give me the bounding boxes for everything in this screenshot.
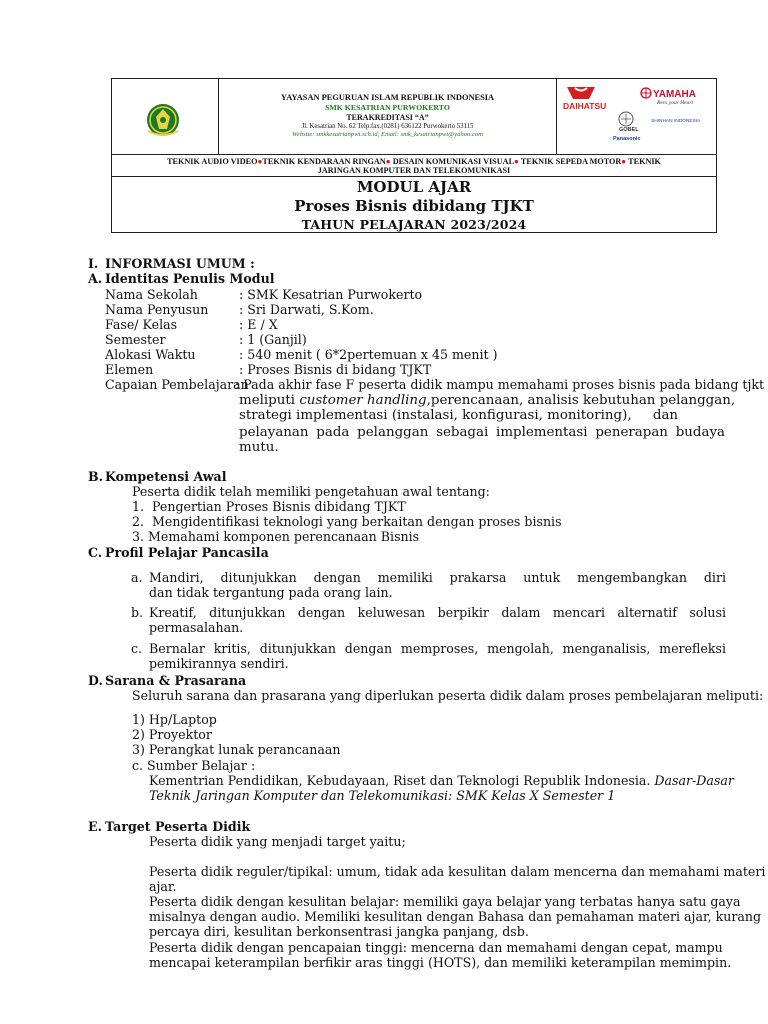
capaian-text: meliputi customer handling,perencanaan, analisis kebutuhan pelanggan, [239,393,736,408]
paragraph: ajar. [149,879,177,894]
list-item: pemikirannya sendiri. [149,656,289,671]
section-number: I. [88,256,99,271]
module-title-block [112,177,716,234]
list-item: 3. Memahami komponen perencanaan Bisnis [132,529,420,544]
sponsor-daihatsu: DAIHATSU [563,101,607,111]
subsection-number: C. [88,545,103,560]
list-item: 1) Hp/Laptop [132,712,217,727]
letterhead [111,78,717,233]
list-item: 2) Proyektor [132,727,212,742]
list-item: Bernalar kritis, ditunjukkan dengan memproses, mengolah, menganalisis, merefleksi [149,641,726,656]
reference-text: Kementrian Pendidikan, Kebudayaan, Riset dan Teknologi Republik Indonesia. Dasar-Dasar [149,773,734,788]
paragraph: misalnya dengan audio. Memiliki kesulitan dengan Bahasa dan pemahaman materi ajar, kurang [149,909,762,924]
list-marker: c. [131,641,143,656]
list-item: permasalahan. [149,620,244,635]
paragraph: Peserta didik reguler/tipikal: umum, tidak ada kesulitan dalam mencerna dan memahami materi [149,864,766,879]
capaian-text: strategi implementasi (instalasi, konfigurasi, monitoring), dan [239,408,679,423]
capaian-text: pelayanan pada pelanggan sebagai implementasi penerapan budaya [239,425,725,440]
subsection-heading: Kompetensi Awal [105,469,227,484]
sponsor-yamaha-tagline: Revs your Heart [657,100,694,106]
list-item: 3) Perangkat lunak perancanaan [132,742,341,757]
program-item: TEKNIK KENDARAAN RINGAN [262,157,386,166]
school-logo-cell [112,79,219,155]
school-address: Jl. Kesatrian No. 62 Telp.fax.(0281) 636122 Purwokerto 53115 [301,123,474,130]
subsection-number: D. [88,673,103,688]
identity-value: : E / X [239,317,278,332]
program-item: DESAIN KOMUNIKASI VISUAL [392,157,515,166]
list-item: Kreatif, ditunjukkan dengan keluwesan berpikir dalam mencari alternatif solusi [149,605,726,620]
section-heading: INFORMASI UMUM : [105,256,255,271]
school-name: SMK KESATRIAN PURWOKERTO [325,103,450,112]
list-item: c. Sumber Belajar : [132,758,256,773]
identity-value: : 1 (Ganjil) [239,332,307,347]
sponsor-logos [557,79,718,155]
paragraph: Peserta didik dengan kesulitan belajar: memiliki gaya belajar yang terbatas hanya satu gaya [149,894,741,909]
identity-label: Fase/ Kelas [105,317,178,332]
identity-label: Nama Penyusun [105,302,209,317]
paragraph: Peserta didik dengan pencapaian tinggi: mencerna dan memahami dengan cepat, mampu [149,940,723,955]
identity-value: : 540 menit ( 6*2pertemuan x 45 menit ) [239,347,498,362]
identity-label: Elemen [105,362,154,377]
yamaha-logo-icon [641,88,651,98]
list-item: dan tidak tergantung pada orang lain. [149,585,393,600]
list-marker: a. [131,570,143,585]
module-title: MODUL AJAR [356,178,472,196]
school-logo-icon [112,79,219,155]
sponsor-shinhan: SHINHAN INDONESIA [651,119,701,124]
identity-value: : SMK Kesatrian Purwokerto [239,287,423,302]
sponsor-panasonic: Panasonic [613,136,641,142]
subsection-heading: Target Peserta Didik [105,819,251,834]
daihatsu-logo-icon [567,87,595,99]
identity-label: Semester [105,332,166,347]
identity-value: : Proses Bisnis di bidang TJKT [239,362,432,377]
subsection-heading: Sarana & Prasarana [105,673,247,688]
subsection-heading: Identitas Penulis Modul [105,271,275,286]
school-contact: Website: smkkesatrianpwt.sch.id, Email: smk_kesatrianpwt@yahoo.com [292,131,483,138]
paragraph: percaya diri, kesulitan berkonsentrasi jangka panjang, dsb. [149,924,529,939]
program-item: TEKNIK AUDIO VIDEO [167,157,258,166]
list-item: 1. Pengertian Proses Bisnis dibidang TJKT [132,499,406,514]
reference-text: Teknik Jaringan Komputer dan Telekomunikasi: SMK Kelas X Semester 1 [149,788,616,803]
paragraph: mencapai keterampilan berfikir aras tinggi (HOTS), dan memiliki keterampilan memimpin. [149,955,732,970]
subsection-heading: Profil Pelajar Pancasila [105,545,269,560]
capaian-text: : Pada akhir fase F peserta didik mampu memahami proses bisnis pada bidang tjkt [235,377,765,392]
program-item: TEKNIK SEPEDA MOTOR [520,157,622,166]
academic-year: TAHUN PELAJARAN 2023/2024 [301,217,527,232]
accreditation: TERAKREDITASI “A” [346,113,429,122]
program-item: TEKNIK [628,157,661,166]
list-item: Mandiri, ditunjukkan dengan memiliki prakarsa untuk mengembangkan diri [149,570,726,585]
module-subtitle: Proses Bisnis dibidang TJKT [294,197,534,215]
paragraph: Peserta didik yang menjadi target yaitu; [149,834,406,849]
letterhead-top-row [112,79,716,155]
paragraph: Seluruh sarana dan prasarana yang diperlukan peserta didik dalam proses pembelajaran meliputi: [132,688,764,703]
school-info [219,79,557,155]
gobel-logo-icon [619,112,633,126]
subsection-number: B. [88,469,104,484]
identity-label: Alokasi Waktu [105,347,196,362]
list-item: 2. Mengidentifikasi teknologi yang berkaitan dengan proses bisnis [132,514,562,529]
subsection-number: A. [88,271,103,286]
list-marker: b. [131,605,144,620]
program-list: TEKNIK AUDIO VIDEO●TEKNIK KENDARAAN RINGAN● DESAIN KOMUNIKASI VISUAL● TEKNIK SEPEDA MOTOR● TEKNIK JARINGAN KOMPUTER DAN TELEKOMUNIKASI [112,155,716,177]
paragraph: Peserta didik telah memiliki pengetahuan awal tentang: [132,484,490,499]
foundation-name: YAYASAN PEGURUAN ISLAM REPUBLIK INDONESIA [280,93,495,102]
identity-label: Nama Sekolah [105,287,198,302]
identity-label: Capaian Pembelajaran [105,377,249,392]
sponsor-gobel: GOBEL [619,127,639,133]
identity-value: : Sri Darwati, S.Kom. [239,302,374,317]
subsection-number: E. [88,819,102,834]
capaian-text: mutu. [239,440,279,455]
program-item: JARINGAN KOMPUTER DAN TELEKOMUNIKASI [317,166,511,175]
sponsor-yamaha: YAMAHA [653,89,696,100]
